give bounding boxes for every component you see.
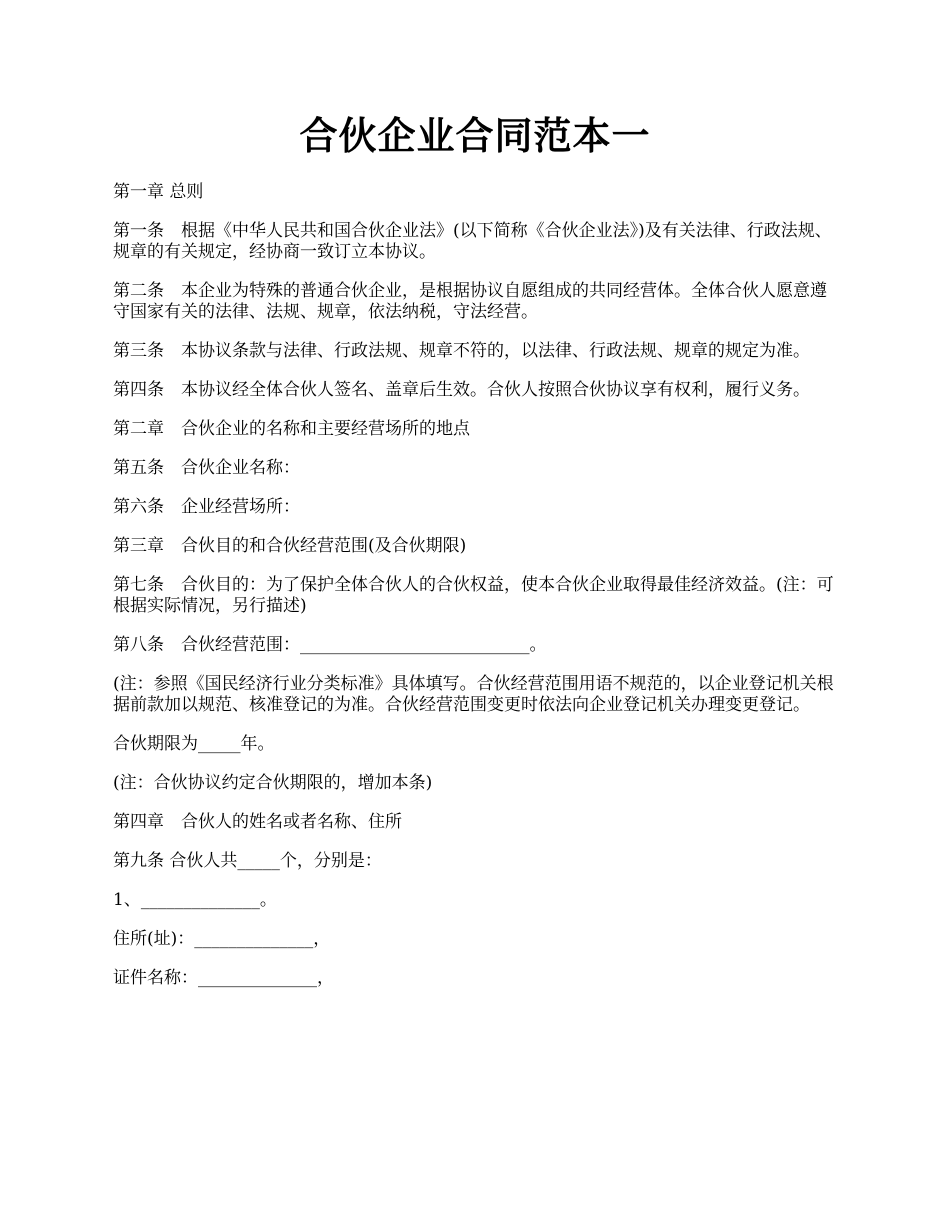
document-title: 合伙企业合同范本一 (299, 113, 651, 158)
chapter-1-heading: 第一章 总则 (113, 182, 204, 202)
chapter-4-heading: 第四章 合伙人的姓名或者名称、住所 (113, 812, 402, 832)
article-7: 第七条 合伙目的：为了保护全体合伙人的合伙权益，使本合伙企业取得最佳经济效益。(注：可根据实际情况，另行描述) (113, 575, 834, 616)
article-8: 第八条 合伙经营范围：___________________________。 (113, 635, 547, 655)
article-5: 第五条 合伙企业名称： (113, 458, 300, 478)
partner-1-line: 1、______________。 (113, 890, 277, 910)
partner-id-type-line: 证件名称：______________， (113, 968, 334, 988)
article-3: 第三条 本协议条款与法律、行政法规、规章不符的，以法律、行政法规、规章的规定为准。 (113, 341, 810, 361)
note-partnership-term: (注：合伙协议约定合伙期限的，增加本条) (113, 773, 433, 793)
chapter-2-heading: 第二章 合伙企业的名称和主要经营场所的地点 (113, 419, 470, 439)
article-9: 第九条 合伙人共_____个，分别是： (113, 851, 382, 871)
article-4: 第四条 本协议经全体合伙人签名、盖章后生效。合伙人按照合伙协议享有权利，履行义务。 (113, 380, 810, 400)
note-business-scope: (注：参照《国民经济行业分类标准》具体填写。合伙经营范围用语不规范的，以企业登记机关根据前款加以规范、核准登记的为准。合伙经营范围变更时依法向企业登记机关办理变更登记。 (113, 674, 834, 715)
chapter-3-heading: 第三章 合伙目的和合伙经营范围(及合伙期限) (113, 536, 467, 556)
partnership-term: 合伙期限为_____年。 (113, 734, 275, 754)
article-6: 第六条 企业经营场所： (113, 497, 300, 517)
article-1: 第一条 根据《中华人民共和国合伙企业法》(以下简称《合伙企业法》)及有关法律、行政法规、规章的有关规定，经协商一致订立本协议。 (113, 221, 832, 262)
partner-address-line: 住所(址)：______________， (113, 929, 331, 949)
document-body (113, 182, 843, 1007)
article-2: 第二条 本企业为特殊的普通合伙企业，是根据协议自愿组成的共同经营体。全体合伙人愿意遵守国家有关的法律、法规、规章，依法纳税，守法经营。 (113, 281, 827, 322)
